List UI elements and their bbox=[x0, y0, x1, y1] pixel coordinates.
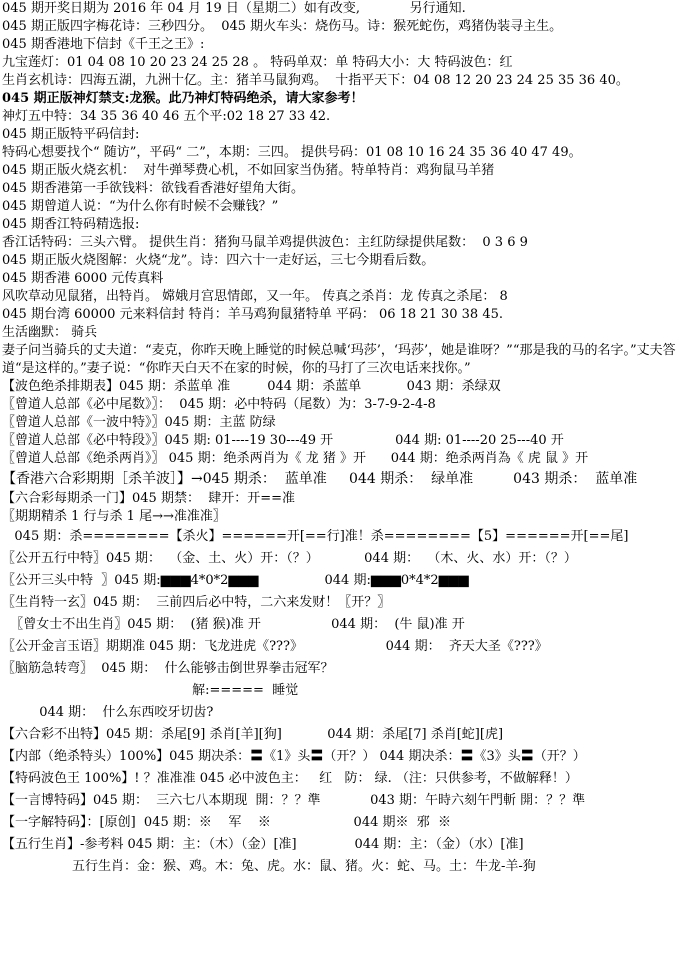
text-line: 045 期正版四字梅花诗：三秒四分。 045 期火车头：烧伤马。诗：猴死蛇伤，鸡猪伪装寻主生。 bbox=[2, 19, 563, 34]
text-line: 〖期期精杀 1 行与杀 1 尾→→准准准〗 bbox=[2, 509, 226, 524]
text-line: 〖脑筋急转弯〗 045 期： 什么能够击倒世界拳击冠军？ bbox=[2, 661, 334, 676]
text-line: 045 期香港地下信封《千王之王》: bbox=[2, 37, 205, 52]
text-line: 〖曾道人总部《绝杀两肖》〗 045 期：绝杀两肖为《 龙 猪 》开 044 期：绝杀两肖為《 虎 鼠 》开 bbox=[2, 451, 589, 466]
text-line: 〖曾道人总部《必中特段》〗045 期: 01----19 30---49 开 044 期: 01----20 25---40 开 bbox=[2, 433, 564, 448]
text-line: 【六合彩不出特】045 期：杀尾[9] 杀肖[羊][狗] 044 期：杀尾[7] 杀肖[蛇][虎] bbox=[2, 727, 504, 742]
text-line: 【波色绝杀排期表】045 期：杀蓝单 准 044 期：杀蓝单 043 期：杀绿双 bbox=[2, 379, 501, 394]
text-line: 特码心想要找个“ 随访”，平码“ 二”，本期：三四。 提供号码：01 08 10 16 24 35 36 40 47 49。 bbox=[2, 145, 582, 160]
text-line: 045 期正版特平码信封: bbox=[2, 127, 140, 142]
text-line: 神灯五中特：34 35 36 40 46 五个平:02 18 27 33 42. bbox=[2, 109, 331, 124]
text-line: 〖生肖特一玄〗045 期： 三前四后必中特，二六来发财！〖开？〗 bbox=[2, 595, 391, 610]
text-line: 【六合彩每期杀一门】045 期禁： 肆开：开==准 bbox=[2, 491, 295, 506]
text-line: 045 期：杀========【杀火】======开[==行]准！杀========【5】======开[==尾] bbox=[2, 529, 629, 544]
text-line: 045 期正版火烧图解：火烧“龙”。诗：四六十一走好运，三七今期看后数。 bbox=[2, 253, 435, 268]
text-line: 生活幽默： 骑兵 bbox=[2, 325, 98, 340]
text-line: 045 期开奖日期为 2016 年 04 月 19 日（星期二）如有改变, 另行通知. bbox=[2, 1, 466, 16]
text-line: 【一言博特码】045 期： 三六七八本期现 開：？？準 043 期：午時六刻午門斬 開：？？準 bbox=[2, 793, 586, 808]
text-line: 〖曾道人总部《一波中特》〗045 期：主蓝 防绿 bbox=[2, 415, 276, 430]
text-line: 〖公开三头中特 〗045 期:▆▆▆4*0*2▆▆▆ 044 期:▆▆▆0*4*2▆▆▆ bbox=[2, 573, 469, 588]
text-line: 【内部（绝杀特头）100%】045 期决杀：〓《1》头〓（开？） 044 期决杀：〓《3》头〓（开？） bbox=[2, 749, 586, 764]
joke-paragraph: 妻子问当骑兵的丈夫道：“麦克，你昨天晚上睡觉的时候总喊‘玛莎’，‘玛莎’，她是谁呀？”“那是我的马的名字。”丈夫答道“是这样的。”妻子说：“你昨天白天不在家的时候，你的马打了三次电话来找你。” bbox=[2, 343, 676, 376]
text-line: 【香港六合彩期期［杀羊波］】→045 期杀： 蓝单准 044 期杀： 绿单准 043 期杀： 蓝单准 bbox=[2, 471, 638, 487]
text-line: 045 期曾道人说：“为什么你有时候不会赚钱？” bbox=[2, 199, 279, 214]
text-line: 045 期香港 6000 元传真料 bbox=[2, 271, 164, 286]
text-line: 【一字解特码】：[原创] 045 期：※ 军 ※ 044 期※ 邪 ※ bbox=[2, 815, 452, 830]
text-line: 044 期： 什么东西咬牙切齿? bbox=[2, 705, 214, 720]
text-line: 045 期香江特码精选报: bbox=[2, 217, 140, 232]
text-line: 045 期香港第一手欲钱料：欲钱看香港好望角大街。 bbox=[2, 181, 304, 196]
text-line: 九宝莲灯：01 04 08 10 20 23 24 25 28 。 特码单双：单 特码大小：大 特码波色：红 bbox=[2, 55, 513, 70]
text-line: 生肖玄机诗：四海五湖，九洲十亿。主：猪羊马鼠狗鸡。 十指平天下：04 08 12 20 23 24 25 35 36 40。 bbox=[2, 73, 629, 88]
text-line: 解:===== 睡觉 bbox=[2, 683, 299, 698]
text-line: 〖曾道人总部《必中尾数》〗： 045 期：必中特码（尾数）为：3-7-9-2-4-8 bbox=[2, 397, 436, 412]
text-line: 【五行生肖】-参考料 045 期：主：（木）（金）[准] 044 期：主：（金）（水）[准] bbox=[2, 837, 524, 852]
text-line: 〖公开五行中特〗045 期： （金、土、火）开：（？） 044 期： （木、火、水）开：（？） bbox=[2, 551, 577, 566]
text-line: 五行生肖：金：猴、鸡。木：兔、虎。水：鼠、猪。火：蛇、马。土：牛龙-羊-狗 bbox=[72, 859, 536, 874]
text-line: 〖曾女士不出生肖〗045 期： (猪 猴)准 开 044 期： (牛 鼠)准 开 bbox=[2, 617, 465, 632]
text-line: 风吹草动见鼠猪，出特肖。 嫦娥月宫思情郎，又一年。 传真之杀肖：龙 传真之杀尾： 8 bbox=[2, 289, 508, 304]
text-line: 香江话特码：三头六臂。 提供生肖：猪狗马鼠羊鸡提供波色：主红防绿提供尾数： 0 3 6 9 bbox=[2, 235, 528, 250]
text-line: 045 期台湾 60000 元来料信封 特肖：羊马鸡狗鼠猪特单 平码： 06 18 21 30 38 45. bbox=[2, 307, 504, 322]
text-line: 045 期正版神灯禁支:龙猴。此乃神灯特码绝杀，请大家参考！ bbox=[2, 91, 364, 106]
text-line: 【特码波色王 100%】! ？准准准 045 必中波色主： 红 防： 绿. （注：只供参考，不做解释！） bbox=[2, 771, 578, 786]
text-line: 〖公开金言玉语〗期期准 045 期：飞龙进虎《???》 044 期： 齐天大圣《???》 bbox=[2, 639, 548, 654]
text-line: 045 期正版火烧玄机： 对牛弹琴费心机，不如回家当伪猪。特单特肖：鸡狗鼠马羊猪 bbox=[2, 163, 495, 178]
